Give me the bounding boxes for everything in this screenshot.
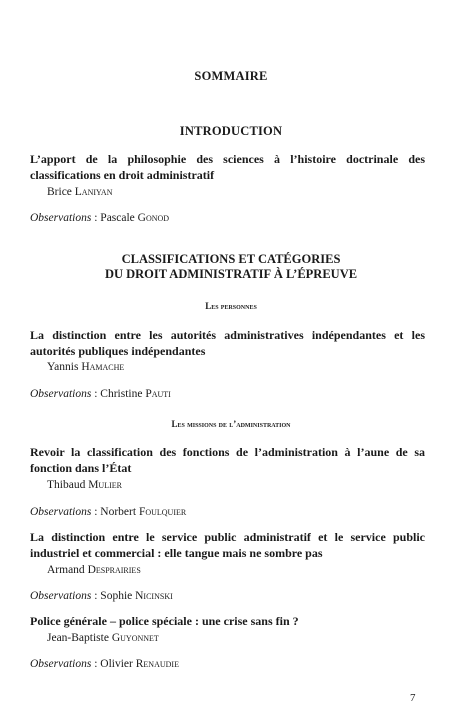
entry-author: Jean-Baptiste Guyonnet bbox=[47, 632, 159, 644]
entry-title: La distinction entre le service public administratif et le service public industriel et commercial : elle tangue mais ne sombre pas bbox=[30, 530, 425, 560]
entry-title: Revoir la classification des fonctions de l’administration à l’aune de sa fonction dans l’État bbox=[30, 445, 425, 475]
entry-author: Brice Laniyan bbox=[47, 186, 113, 198]
introduction-heading: INTRODUCTION bbox=[179, 124, 283, 138]
page-number: 7 bbox=[410, 692, 416, 704]
entry-author: Yannis Hamache bbox=[47, 361, 125, 373]
entry-observations: Observations : Christine Pauti bbox=[30, 388, 171, 400]
entry-observations: Observations : Sophie Nicinski bbox=[30, 590, 173, 602]
entry-observations: Observations : Pascale Gonod bbox=[30, 212, 170, 224]
entry-title: La distinction entre les autorités administratives indépendantes et les autorités publiques indépendantes bbox=[30, 328, 425, 358]
page-title: SOMMAIRE bbox=[194, 69, 268, 83]
part-heading-line1: CLASSIFICATIONS ET CATÉGORIES bbox=[121, 252, 341, 266]
entry-observations: Observations : Norbert Foulquier bbox=[30, 506, 187, 518]
entry-author: Armand Desprairies bbox=[47, 564, 141, 576]
part-heading-line2: DU DROIT ADMINISTRATIF À L’ÉPREUVE bbox=[104, 267, 358, 281]
entry-title: L’apport de la philosophie des sciences à l’histoire doctrinale des classifications en droit administratif bbox=[30, 152, 425, 182]
entry-observations: Observations : Olivier Renaudie bbox=[30, 658, 179, 670]
entry-author: Thibaud Mulier bbox=[47, 479, 122, 491]
section-heading: Les missions de l’administration bbox=[171, 419, 291, 429]
section-heading: Les personnes bbox=[205, 301, 257, 311]
entry-title: Police générale – police spéciale : une crise sans fin ? bbox=[30, 614, 299, 628]
